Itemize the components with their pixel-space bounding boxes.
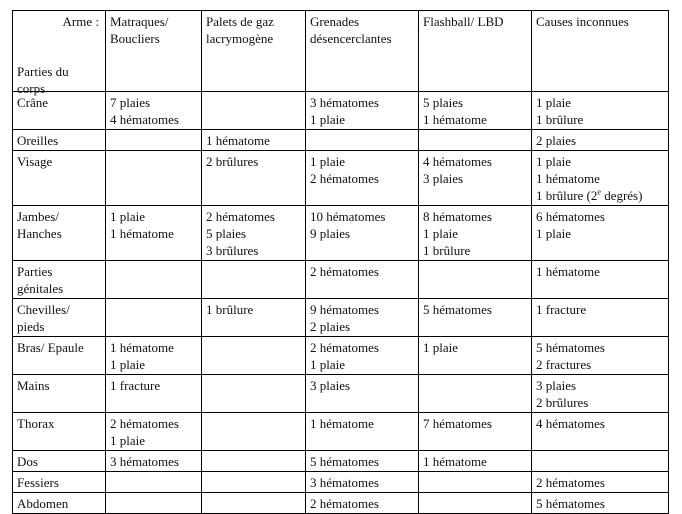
- table-row: [13, 413, 669, 451]
- injury-entry: 5 hématomes: [536, 340, 605, 355]
- injury-cell: [419, 92, 532, 130]
- body-part-cell: [13, 92, 106, 130]
- table-row: [13, 206, 669, 261]
- injury-cell: [419, 451, 532, 472]
- injury-cell: [306, 206, 419, 261]
- body-part-label: Chevilles/: [17, 302, 70, 317]
- injury-entry: 5 plaies: [206, 226, 247, 241]
- injury-cell: [106, 413, 202, 451]
- injury-entry: 4 hématomes: [423, 154, 492, 169]
- table-row: [13, 130, 669, 151]
- injury-entry: 1 hématome: [110, 226, 174, 241]
- injury-entry: 1 hématome: [536, 171, 600, 186]
- body-part-label: Abdomen: [17, 496, 69, 511]
- injury-cell: [106, 472, 202, 493]
- injury-cell: [202, 206, 306, 261]
- injury-cell: [532, 413, 669, 451]
- injury-table-body: [13, 11, 669, 514]
- corner-header-cell: [13, 11, 106, 96]
- injury-entry: 1 plaie: [310, 154, 346, 169]
- injury-entry: 5 hématomes: [423, 302, 492, 317]
- injury-cell: [532, 337, 669, 375]
- table-row: [13, 375, 669, 413]
- injury-cell: [532, 493, 669, 514]
- body-part-axis-label: [17, 63, 69, 97]
- weapon-header-cell: [306, 11, 419, 92]
- body-part-cell: [13, 472, 106, 493]
- injury-entry: 3 hématomes: [110, 454, 179, 469]
- ordinal-suffix: e: [597, 187, 601, 197]
- injury-entry: 3 hématomes: [310, 95, 379, 110]
- injury-entry: 1 hématome: [206, 133, 270, 148]
- injury-entry: 2 hématomes: [310, 496, 379, 511]
- injury-entry: 1 plaie: [536, 95, 572, 110]
- injury-entry: 2 hématomes: [310, 171, 379, 186]
- body-part-label: Dos: [17, 454, 38, 469]
- body-part-label: Hanches: [17, 226, 62, 241]
- injury-entry: 2 plaies: [536, 133, 577, 148]
- injury-cell: [532, 299, 669, 337]
- injury-cell: [106, 92, 202, 130]
- injury-entry: 2 plaies: [310, 319, 351, 334]
- injury-entry: 9 hématomes: [310, 302, 379, 317]
- body-part-label: Bras/ Epaule: [17, 340, 84, 355]
- table-row: [13, 337, 669, 375]
- table-row: [13, 493, 669, 514]
- injury-cell: [306, 493, 419, 514]
- body-part-axis-label-line: corps: [17, 81, 46, 96]
- injury-entry: 6 hématomes: [536, 209, 605, 224]
- injury-cell: [419, 413, 532, 451]
- injury-entry: 5 hématomes: [536, 496, 605, 511]
- injury-cell: [202, 299, 306, 337]
- body-part-cell: [13, 451, 106, 472]
- injury-cell: [106, 206, 202, 261]
- injury-entry: 1 brûlure (2e degrés): [536, 187, 643, 203]
- injury-cell: [106, 151, 202, 206]
- injury-entry: 4 hématomes: [536, 416, 605, 431]
- injury-table: [12, 10, 669, 514]
- injury-cell: [306, 413, 419, 451]
- injury-cell: [202, 413, 306, 451]
- weapon-header-label: lacrymogène: [206, 31, 274, 46]
- injury-entry: 2 hématomes: [110, 416, 179, 431]
- injury-cell: [106, 130, 202, 151]
- injury-entry: 2 hématomes: [310, 264, 379, 279]
- injury-table-container: [12, 10, 668, 514]
- injury-cell: [202, 375, 306, 413]
- injury-cell: [306, 299, 419, 337]
- injury-entry: 7 plaies: [110, 95, 151, 110]
- injury-cell: [306, 472, 419, 493]
- injury-cell: [106, 337, 202, 375]
- injury-entry: 10 hématomes: [310, 209, 386, 224]
- injury-entry: 3 plaies: [310, 378, 351, 393]
- body-part-label: Fessiers: [17, 475, 59, 490]
- injury-cell: [106, 493, 202, 514]
- injury-entry: 1 fracture: [536, 302, 587, 317]
- injury-cell: [202, 92, 306, 130]
- injury-cell: [419, 151, 532, 206]
- injury-entry: 1 hématome: [536, 264, 600, 279]
- weapon-header-label: Palets de gaz: [206, 14, 274, 29]
- injury-entry: 1 brûlure: [423, 243, 471, 258]
- injury-cell: [532, 92, 669, 130]
- injury-entry: 8 hématomes: [423, 209, 492, 224]
- body-part-cell: [13, 375, 106, 413]
- injury-cell: [532, 206, 669, 261]
- injury-cell: [419, 375, 532, 413]
- injury-cell: [306, 92, 419, 130]
- injury-entry: 7 hématomes: [423, 416, 492, 431]
- body-part-cell: [13, 206, 106, 261]
- injury-entry: 1 plaie: [423, 226, 459, 241]
- injury-cell: [532, 151, 669, 206]
- injury-cell: [419, 337, 532, 375]
- body-part-axis-label-line: Parties du: [17, 64, 69, 79]
- injury-cell: [202, 337, 306, 375]
- injury-entry: 2 fractures: [536, 357, 592, 372]
- body-part-cell: [13, 299, 106, 337]
- table-row: [13, 151, 669, 206]
- injury-cell: [419, 261, 532, 299]
- body-part-label: Mains: [17, 378, 50, 393]
- injury-cell: [419, 472, 532, 493]
- weapon-header-cell: [532, 11, 669, 92]
- injury-entry: 1 fracture: [110, 378, 161, 393]
- injury-entry: 2 brûlures: [536, 395, 589, 410]
- injury-entry: 1 hématome: [423, 454, 487, 469]
- injury-entry: 3 plaies: [536, 378, 577, 393]
- injury-entry: 5 hématomes: [310, 454, 379, 469]
- injury-entry: 1 plaie: [110, 433, 146, 448]
- injury-entry: 1 plaie: [536, 226, 572, 241]
- body-part-cell: [13, 130, 106, 151]
- injury-entry: 3 brûlures: [206, 243, 259, 258]
- body-part-cell: [13, 337, 106, 375]
- injury-entry: 5 plaies: [423, 95, 464, 110]
- injury-entry: 1 hématome: [423, 112, 487, 127]
- injury-entry: 1 plaie: [423, 340, 459, 355]
- body-part-cell: [13, 151, 106, 206]
- injury-cell: [202, 261, 306, 299]
- table-row: [13, 261, 669, 299]
- injury-cell: [306, 375, 419, 413]
- injury-cell: [532, 130, 669, 151]
- injury-cell: [306, 451, 419, 472]
- injury-entry: 3 hématomes: [310, 475, 379, 490]
- table-row: [13, 92, 669, 130]
- injury-entry: 1 plaie: [310, 357, 346, 372]
- injury-entry: 2 hématomes: [206, 209, 275, 224]
- weapon-header-cell: [419, 11, 532, 92]
- injury-entry: 3 plaies: [423, 171, 464, 186]
- table-row: [13, 472, 669, 493]
- weapon-header-label: Boucliers: [110, 31, 160, 46]
- injury-entry: 9 plaies: [310, 226, 351, 241]
- weapon-header-label: désencerclantes: [310, 31, 392, 46]
- weapon-header-label: Flashball/ LBD: [423, 14, 504, 29]
- injury-entry: 1 plaie: [536, 154, 572, 169]
- injury-cell: [419, 130, 532, 151]
- injury-cell: [106, 261, 202, 299]
- injury-cell: [532, 451, 669, 472]
- injury-entry: 2 hématomes: [536, 475, 605, 490]
- injury-cell: [306, 151, 419, 206]
- injury-entry: 1 hématome: [110, 340, 174, 355]
- body-part-label: Parties: [17, 264, 53, 279]
- body-part-label: Thorax: [17, 416, 55, 431]
- weapon-header-label: Grenades: [310, 14, 360, 29]
- body-part-cell: [13, 413, 106, 451]
- injury-cell: [106, 451, 202, 472]
- header-row: [13, 11, 669, 92]
- injury-entry: 1 brûlure: [206, 302, 254, 317]
- injury-cell: [106, 299, 202, 337]
- injury-entry: 4 hématomes: [110, 112, 179, 127]
- injury-cell: [106, 375, 202, 413]
- weapon-header-cell: [202, 11, 306, 92]
- injury-cell: [202, 472, 306, 493]
- table-row: [13, 299, 669, 337]
- injury-cell: [202, 451, 306, 472]
- injury-cell: [419, 493, 532, 514]
- body-part-label: génitales: [17, 281, 64, 296]
- body-part-cell: [13, 493, 106, 514]
- injury-entry: 1 plaie: [310, 112, 346, 127]
- injury-cell: [306, 261, 419, 299]
- injury-cell: [532, 472, 669, 493]
- injury-cell: [306, 130, 419, 151]
- injury-cell: [419, 206, 532, 261]
- injury-cell: [532, 375, 669, 413]
- injury-cell: [202, 151, 306, 206]
- body-part-cell: [13, 261, 106, 299]
- weapon-axis-label: Arme :: [62, 14, 99, 29]
- weapon-header-label: Matraques/: [110, 14, 169, 29]
- injury-cell: [202, 493, 306, 514]
- injury-cell: [419, 299, 532, 337]
- body-part-label: Oreilles: [17, 133, 59, 148]
- weapon-header-label: Causes inconnues: [536, 14, 629, 29]
- body-part-label: Visage: [17, 154, 53, 169]
- body-part-label: Jambes/: [17, 209, 59, 224]
- injury-cell: [202, 130, 306, 151]
- injury-cell: [532, 261, 669, 299]
- injury-entry: 1 plaie: [110, 209, 146, 224]
- injury-entry: 1 brûlure: [536, 112, 584, 127]
- body-part-label: pieds: [17, 319, 45, 334]
- injury-cell: [306, 337, 419, 375]
- injury-entry: 1 hématome: [310, 416, 374, 431]
- weapon-header-cell: [106, 11, 202, 92]
- table-row: [13, 451, 669, 472]
- body-part-label: Crâne: [17, 95, 49, 110]
- injury-entry: 2 hématomes: [310, 340, 379, 355]
- injury-entry: 2 brûlures: [206, 154, 259, 169]
- injury-entry: 1 plaie: [110, 357, 146, 372]
